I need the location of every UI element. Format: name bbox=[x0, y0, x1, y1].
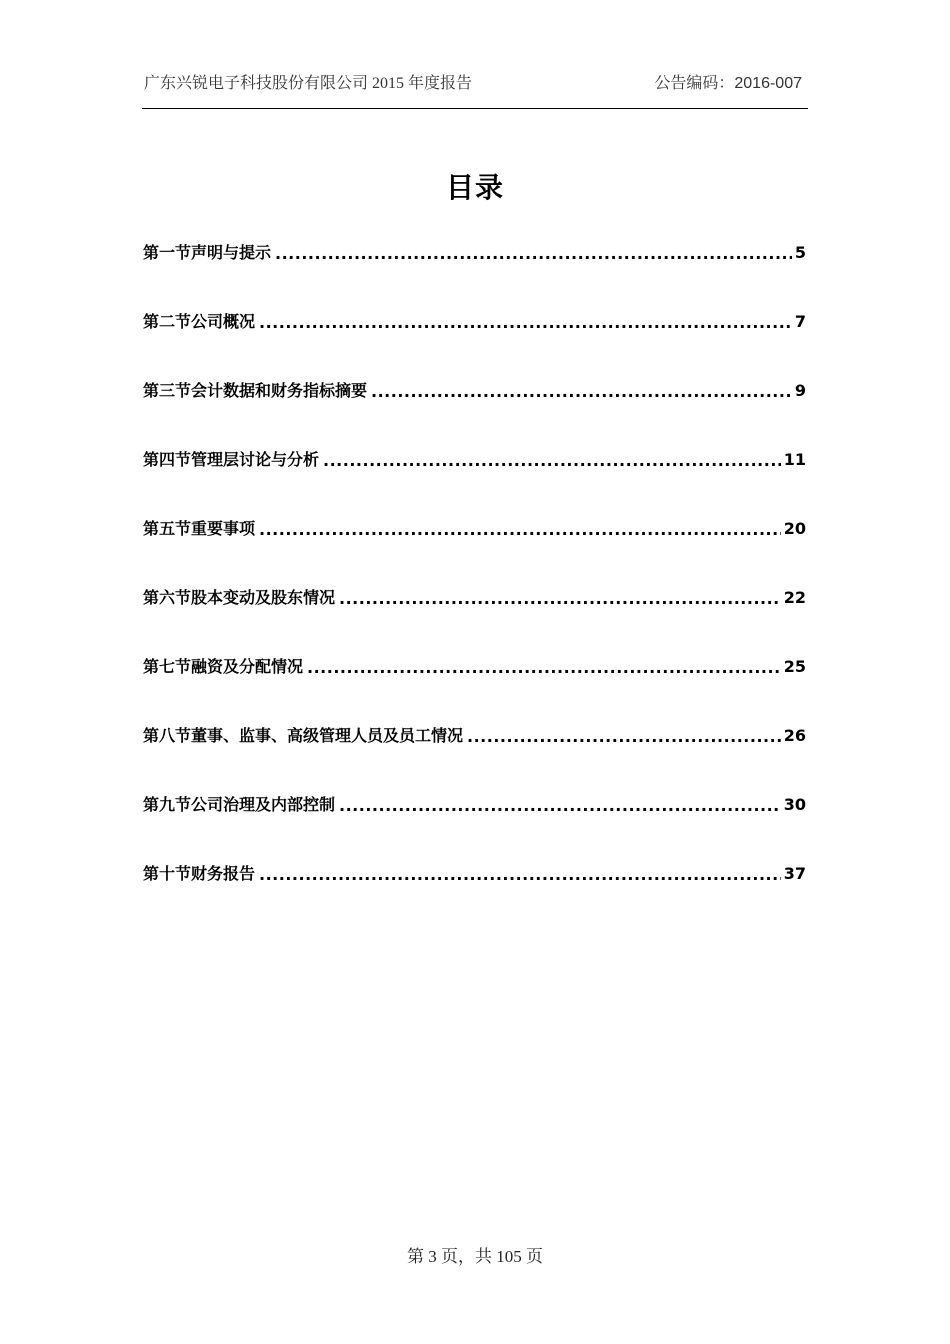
toc-entry-section-6[interactable] bbox=[143, 585, 806, 654]
dot-leader bbox=[275, 244, 792, 264]
dot-leader bbox=[259, 520, 781, 540]
toc-entry-label: 第一节声明与提示 bbox=[143, 243, 272, 262]
toc-entry-page: 25 bbox=[783, 657, 806, 676]
toc-entry-label: 第四节管理层讨论与分析 bbox=[143, 450, 320, 469]
toc-entry-label: 第五节重要事项 bbox=[143, 519, 256, 538]
toc-entry-page: 9 bbox=[794, 381, 806, 400]
table-of-contents bbox=[143, 240, 806, 930]
page-header bbox=[142, 68, 808, 109]
dot-leader bbox=[371, 382, 792, 402]
toc-entry-label: 第十节财务报告 bbox=[143, 864, 256, 883]
toc-entry-page: 30 bbox=[783, 795, 806, 814]
toc-entry-section-5[interactable] bbox=[143, 516, 806, 585]
report-title: 广东兴锐电子科技股份有限公司 2015 年度报告 bbox=[144, 75, 473, 92]
toc-title: 目录 bbox=[445, 171, 504, 204]
toc-entry-page: 37 bbox=[783, 864, 806, 883]
toc-entry-label: 第八节董事、监事、高级管理人员及员工情况 bbox=[143, 726, 464, 745]
toc-entry-page: 5 bbox=[794, 243, 806, 262]
toc-entry-label: 第九节公司治理及内部控制 bbox=[143, 795, 336, 814]
page-footer: 第 3 页，共 105 页 bbox=[407, 1247, 543, 1266]
toc-entry-section-7[interactable] bbox=[143, 654, 806, 723]
toc-entry-section-3[interactable] bbox=[143, 378, 806, 447]
toc-entry-label: 第二节公司概况 bbox=[143, 312, 256, 331]
dot-leader bbox=[339, 796, 781, 816]
dot-leader bbox=[339, 589, 781, 609]
toc-entry-page: 22 bbox=[783, 588, 806, 607]
toc-entry-page: 7 bbox=[794, 312, 806, 331]
announcement-code: 公告编码：2016-007 bbox=[654, 75, 802, 92]
toc-entry-section-4[interactable] bbox=[143, 447, 806, 516]
toc-entry-label: 第七节融资及分配情况 bbox=[143, 657, 304, 676]
toc-entry-page: 20 bbox=[783, 519, 806, 538]
dot-leader bbox=[259, 313, 792, 333]
toc-entry-section-9[interactable] bbox=[143, 792, 806, 861]
dot-leader bbox=[323, 451, 781, 471]
toc-entry-section-10[interactable] bbox=[143, 861, 806, 930]
toc-entry-page: 26 bbox=[783, 726, 806, 745]
toc-entry-label: 第三节会计数据和财务指标摘要 bbox=[143, 381, 368, 400]
dot-leader bbox=[467, 727, 781, 747]
toc-entry-section-2[interactable] bbox=[143, 309, 806, 378]
toc-entry-label: 第六节股本变动及股东情况 bbox=[143, 588, 336, 607]
toc-entry-section-1[interactable] bbox=[143, 240, 806, 309]
toc-entry-page: 11 bbox=[783, 450, 806, 469]
dot-leader bbox=[307, 658, 781, 678]
toc-entry-section-8[interactable] bbox=[143, 723, 806, 792]
dot-leader bbox=[259, 865, 781, 885]
